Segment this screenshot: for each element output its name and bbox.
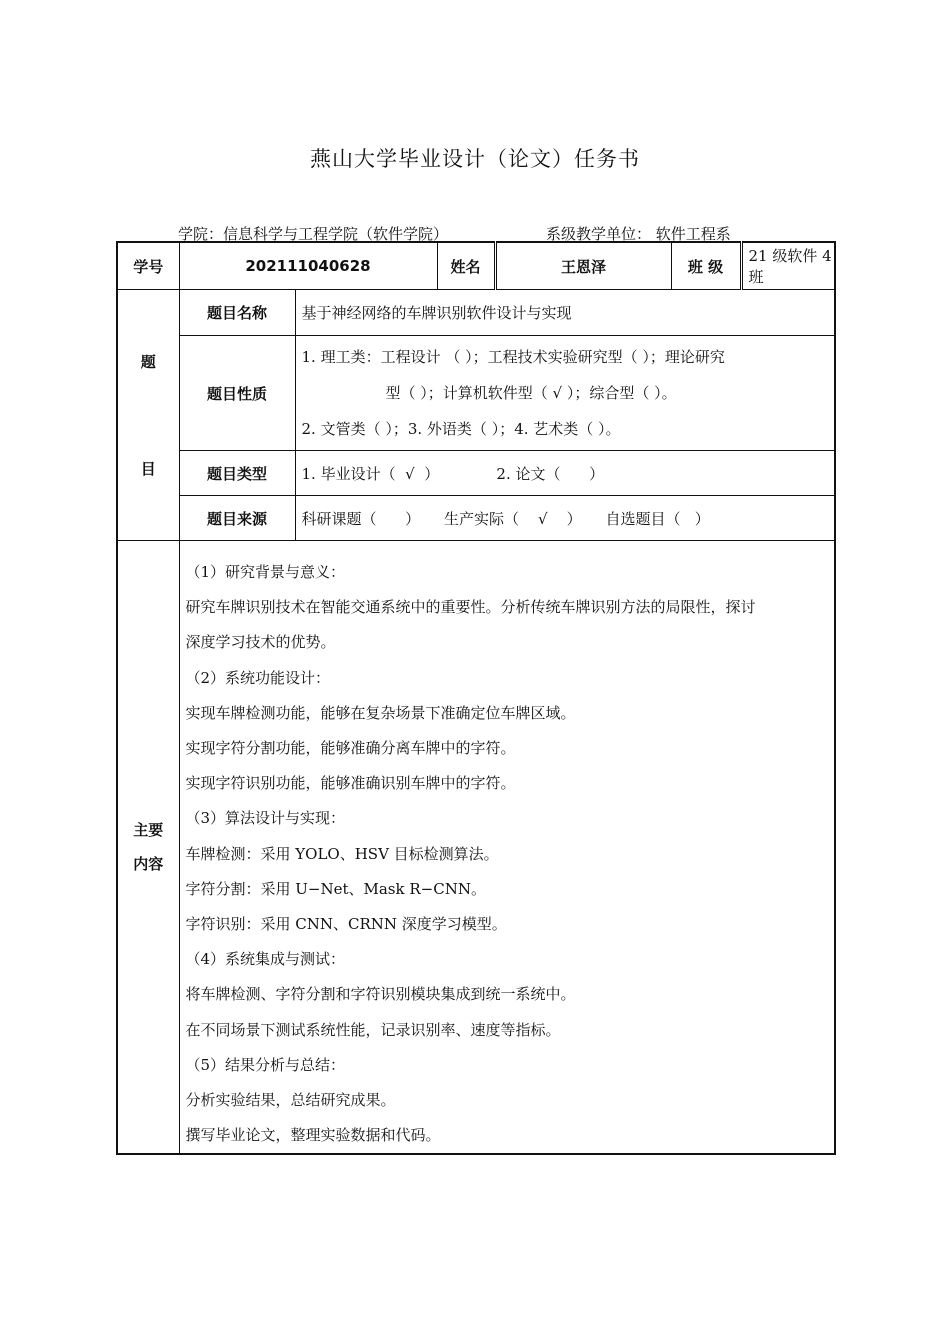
- topic-source-value: 科研课题（ ） 生产实际（ √ ） 自选题目（ ）: [295, 496, 835, 541]
- topic-nature-value: [295, 336, 835, 451]
- content-line: 字符识别：采用 CNN、CRNN 深度学习模型。: [185, 915, 507, 934]
- content-line: （4）系统集成与测试：: [185, 950, 346, 969]
- content-line: （1）研究背景与意义：: [185, 563, 346, 581]
- content-line: 深度学习技术的优势。: [185, 633, 336, 652]
- department-line: 系级教学单位： 软件工程系: [546, 225, 731, 243]
- content-line: 实现字符分割功能，能够准确分离车牌中的字符。: [185, 739, 516, 758]
- content-line: 实现字符识别功能，能够准确识别车牌中的字符。: [185, 774, 516, 793]
- topic-name-row: [117, 290, 835, 336]
- content-line: 在不同场景下测试系统性能，记录识别率、速度等指标。: [185, 1020, 561, 1039]
- name-label: 姓名: [437, 242, 495, 290]
- content-section-label: [117, 541, 179, 1155]
- topic-type-label: 题目类型: [179, 451, 295, 496]
- topic-label-char-2: 目: [140, 460, 156, 478]
- content-label-line-1: 主要: [133, 821, 164, 840]
- content-line: 实现车牌检测功能，能够在复杂场景下准确定位车牌区域。: [185, 703, 576, 722]
- nature-line-2: 型（ ）；计算机软件型（ √ ）；综合型（ ）。: [385, 384, 677, 402]
- student-id-label: 学号: [117, 242, 179, 290]
- content-body: [179, 541, 835, 1155]
- content-line: 研究车牌识别技术在智能交通系统中的重要性。分析传统车牌识别方法的局限性，探讨: [185, 598, 756, 617]
- content-line: （5）结果分析与总结：: [185, 1055, 346, 1074]
- topic-label-char-1: 题: [140, 353, 156, 371]
- topic-type-value: 1. 毕业设计（ √ ） 2. 论文（ ）: [295, 451, 835, 496]
- content-label-line-2: 内容: [133, 855, 164, 874]
- nature-line-1: 1. 理工类：工程设计 （ ）；工程技术实验研究型（ ）；理论研究: [301, 348, 725, 366]
- nature-line-3: 2. 文管类（ ）；3. 外语类（ ）；4. 艺术类（ ）。: [301, 420, 621, 438]
- content-line: 将车牌检测、字符分割和字符识别模块集成到统一系统中。: [185, 985, 576, 1004]
- page-title: 燕山大学毕业设计（论文）任务书: [310, 147, 640, 171]
- student-id-value: 202111040628: [179, 242, 437, 290]
- content-line: （2）系统功能设计：: [185, 668, 331, 687]
- topic-name-value: 基于神经网络的车牌识别软件设计与实现: [295, 290, 835, 336]
- class-label: 班 级: [671, 242, 741, 290]
- header-row: [117, 242, 835, 290]
- college-line: 学院：信息科学与工程学院（软件学院）: [178, 225, 449, 243]
- content-line: 分析实验结果，总结研究成果。: [185, 1091, 396, 1110]
- content-row: [117, 541, 835, 1155]
- topic-source-label: 题目来源: [179, 496, 295, 541]
- name-value: 王恩泽: [495, 242, 671, 290]
- topic-nature-row: [117, 336, 835, 451]
- content-line: 字符分割：采用 U−Net、Mask R−CNN。: [185, 879, 486, 898]
- topic-nature-label: 题目性质: [179, 336, 295, 451]
- topic-source-row: [117, 496, 835, 541]
- class-value: 21 级软件 4 班: [741, 242, 835, 290]
- topic-section-label: [117, 290, 179, 541]
- topic-name-label: 题目名称: [179, 290, 295, 336]
- task-form-table: [116, 241, 836, 1155]
- topic-type-row: [117, 451, 835, 496]
- content-line: 撰写毕业论文，整理实验数据和代码。: [185, 1126, 441, 1145]
- content-line: 车牌检测：采用 YOLO、HSV 目标检测算法。: [185, 844, 499, 863]
- content-line: （3）算法设计与实现：: [185, 809, 346, 828]
